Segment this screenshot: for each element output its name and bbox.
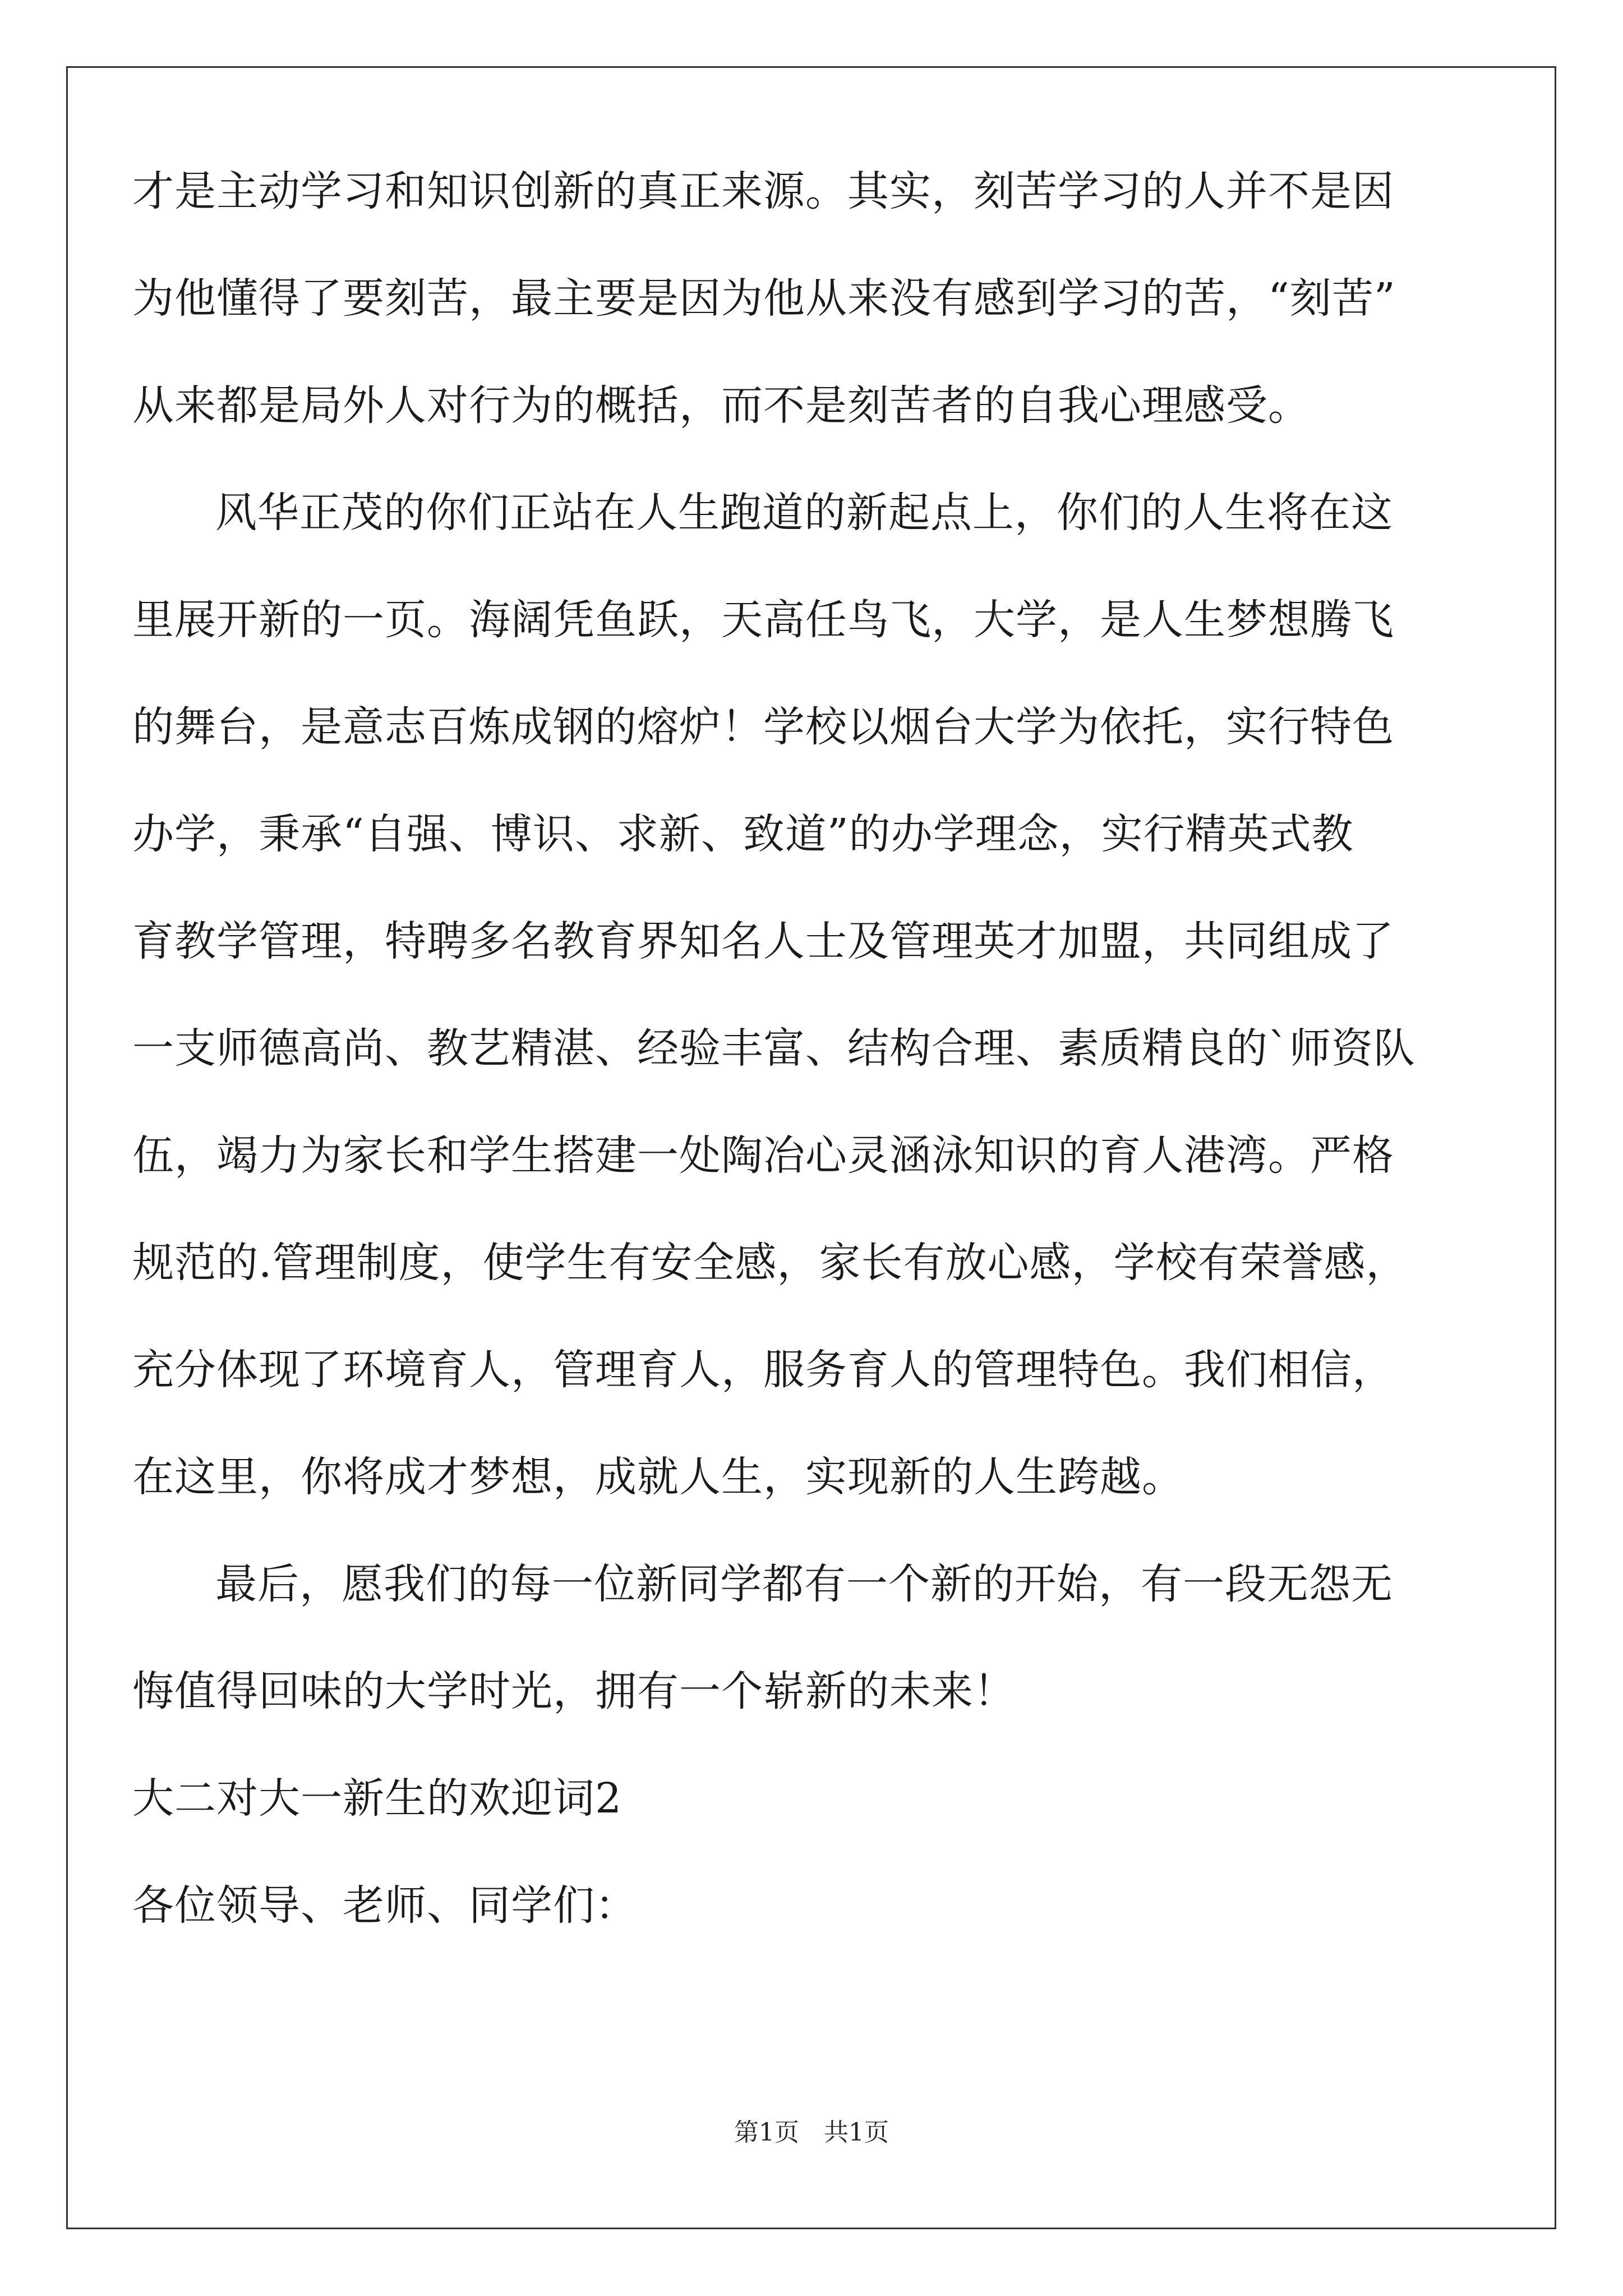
text-line: 办学，秉承“自强、博识、求新、致道”的办学理念，实行精英式教: [132, 810, 1354, 858]
text-line: 育教学管理，特聘多名教育界知名人士及管理英才加盟，共同组成了: [132, 917, 1394, 965]
salutation: 各位领导、老师、同学们：: [132, 1881, 637, 1930]
page-number: 第1页: [734, 2118, 799, 2147]
text-line: 伍，竭力为家长和学生搭建一处陶冶心灵涵泳知识的育人港湾。严格: [132, 1131, 1394, 1180]
text-line: 里展开新的一页。海阔凭鱼跃，天高任鸟飞，大学，是人生梦想腾飞: [132, 596, 1394, 644]
text-line: 悔值得回味的大学时光，拥有一个崭新的未来！: [132, 1667, 1016, 1715]
document-body: [132, 138, 1456, 1959]
text-line: 一支师德高尚、教艺精湛、经验丰富、结构合理、素质精良的`师资队: [132, 1024, 1415, 1073]
page-total: 共1页: [824, 2118, 889, 2147]
text-line: 才是主动学习和知识创新的真正来源。其实，刻苦学习的人并不是因: [132, 167, 1394, 215]
paragraph-start-line: 最后，愿我们的每一位新同学都有一个新的开始，有一段无怨无: [215, 1560, 1393, 1608]
paragraph-start-line: 风华正茂的你们正站在人生跑道的新起点上，你们的人生将在这: [215, 489, 1393, 537]
page-footer: [0, 2116, 1623, 2150]
text-line: 从来都是局外人对行为的概括，而不是刻苦者的自我心理感受。: [132, 381, 1310, 430]
text-line: 充分体现了环境育人，管理育人，服务育人的管理特色。我们相信，: [132, 1346, 1394, 1394]
text-line: 的舞台，是意志百炼成钢的熔炉！学校以烟台大学为依托，实行特色: [132, 703, 1394, 751]
text-line: 规范的.管理制度，使学生有安全感，家长有放心感，学校有荣誉感，: [132, 1239, 1408, 1287]
section-heading: 大二对大一新生的欢迎词2: [132, 1774, 623, 1823]
text-line: 在这里，你将成才梦想，成就人生，实现新的人生跨越。: [132, 1453, 1184, 1501]
text-line: 为他懂得了要刻苦，最主要是因为他从来没有感到学习的苦，“刻苦”: [132, 274, 1396, 323]
